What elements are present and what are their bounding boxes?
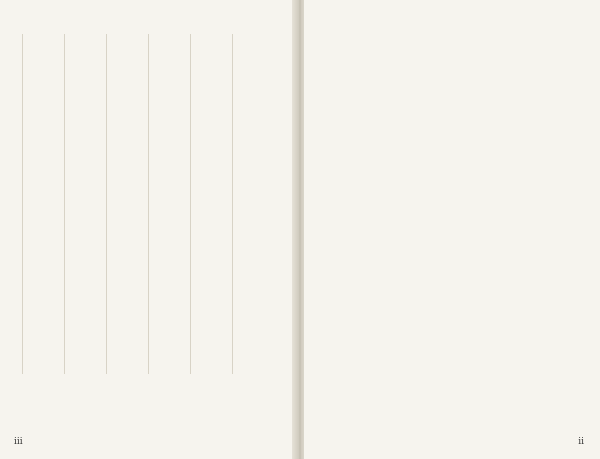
left-page	[0, 0, 296, 459]
right-page	[304, 0, 600, 459]
page-folio: ii	[578, 437, 584, 447]
page-folio: iii	[14, 437, 23, 447]
toc-area	[22, 34, 274, 374]
